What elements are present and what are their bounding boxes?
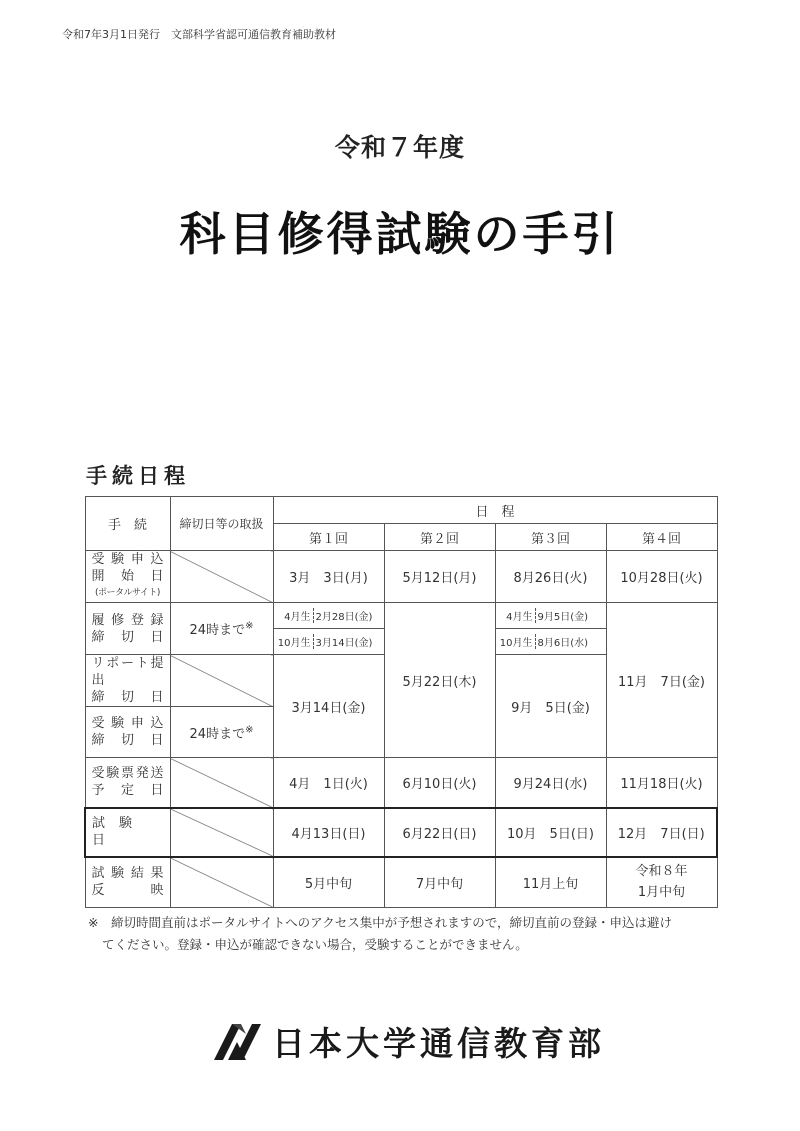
main-title: 科目修得試験の手引 <box>179 207 621 261</box>
section-title: 手続日程 <box>86 464 190 488</box>
diagonal-cell <box>170 758 273 808</box>
date-cell: 8月26日(火) <box>495 551 606 603</box>
row-label-report: リポート提出 締切日 <box>85 655 170 707</box>
university-emblem-icon <box>212 1020 262 1064</box>
handling-register: 24時まで※ <box>170 603 273 655</box>
diagonal-cell <box>170 655 273 707</box>
sub-date-cell: 10月生 3月14日(金) <box>273 629 384 655</box>
date-cell: 10月 5日(日) <box>495 808 606 857</box>
date-cell: 4月13日(日) <box>273 808 384 857</box>
footnote: ※ 締切時間直前はポータルサイトへのアクセス集中が予想されますので，締切直前の登録・申込は避け てください。登録・申込が確認できない場合，受験することができません。 <box>88 915 672 952</box>
date-cell: 5月中旬 <box>273 857 384 908</box>
date-cell: 9月 5日(金) <box>495 655 606 758</box>
date-cell: 3月14日(金) <box>273 655 384 758</box>
date-cell: 4月 1日(火) <box>273 758 384 808</box>
date-cell: 11月18日(火) <box>606 758 717 808</box>
date-cell: 5月22日(木) <box>384 603 495 758</box>
row-label-start: 受験申込 開始日 (ポータルサイト) <box>85 551 170 603</box>
header-round: 第１回 <box>273 524 384 551</box>
header-round: 第３回 <box>495 524 606 551</box>
diagonal-cell <box>170 551 273 603</box>
date-cell: 9月24日(水) <box>495 758 606 808</box>
date-cell: 12月 7日(日) <box>606 808 717 857</box>
row-label-exam: 試験日 <box>85 808 170 857</box>
sub-date-cell: 4月生 9月5日(金) <box>495 603 606 629</box>
date-cell: 3月 3日(月) <box>273 551 384 603</box>
diagonal-cell <box>170 857 273 908</box>
row-label-result: 試験結果 反映 <box>85 857 170 908</box>
header-note: 令和7年3月1日発行 文部科学省認可通信教育補助教材 <box>62 28 336 41</box>
row-label-apply-end: 受験申込 締切日 <box>85 707 170 758</box>
date-cell: 令和８年 1月中旬 <box>606 857 717 908</box>
logo-text: 日本大学通信教育部 <box>272 1024 605 1063</box>
row-label-ticket: 受験票発送 予定日 <box>85 758 170 808</box>
sub-date-cell: 10月生 8月6日(水) <box>495 629 606 655</box>
header-schedule: 日 程 <box>273 497 717 524</box>
header-procedure: 手 続 <box>85 497 170 551</box>
date-cell: 5月12日(月) <box>384 551 495 603</box>
schedule-table <box>84 496 718 908</box>
date-cell: 6月10日(火) <box>384 758 495 808</box>
date-cell: 10月28日(火) <box>606 551 717 603</box>
diagonal-cell <box>170 808 273 857</box>
date-cell: 11月 7日(金) <box>606 603 717 758</box>
row-label-register: 履修登録 締切日 <box>85 603 170 655</box>
header-round: 第２回 <box>384 524 495 551</box>
handling-apply-end: 24時まで※ <box>170 707 273 758</box>
date-cell: 11月上旬 <box>495 857 606 908</box>
header-round: 第４回 <box>606 524 717 551</box>
sub-date-cell: 4月生 2月28日(金) <box>273 603 384 629</box>
year-title: 令和７年度 <box>334 133 465 162</box>
date-cell: 7月中旬 <box>384 857 495 908</box>
header-handling: 締切日等の取扱 <box>170 497 273 551</box>
date-cell: 6月22日(日) <box>384 808 495 857</box>
university-logo <box>212 1018 605 1065</box>
